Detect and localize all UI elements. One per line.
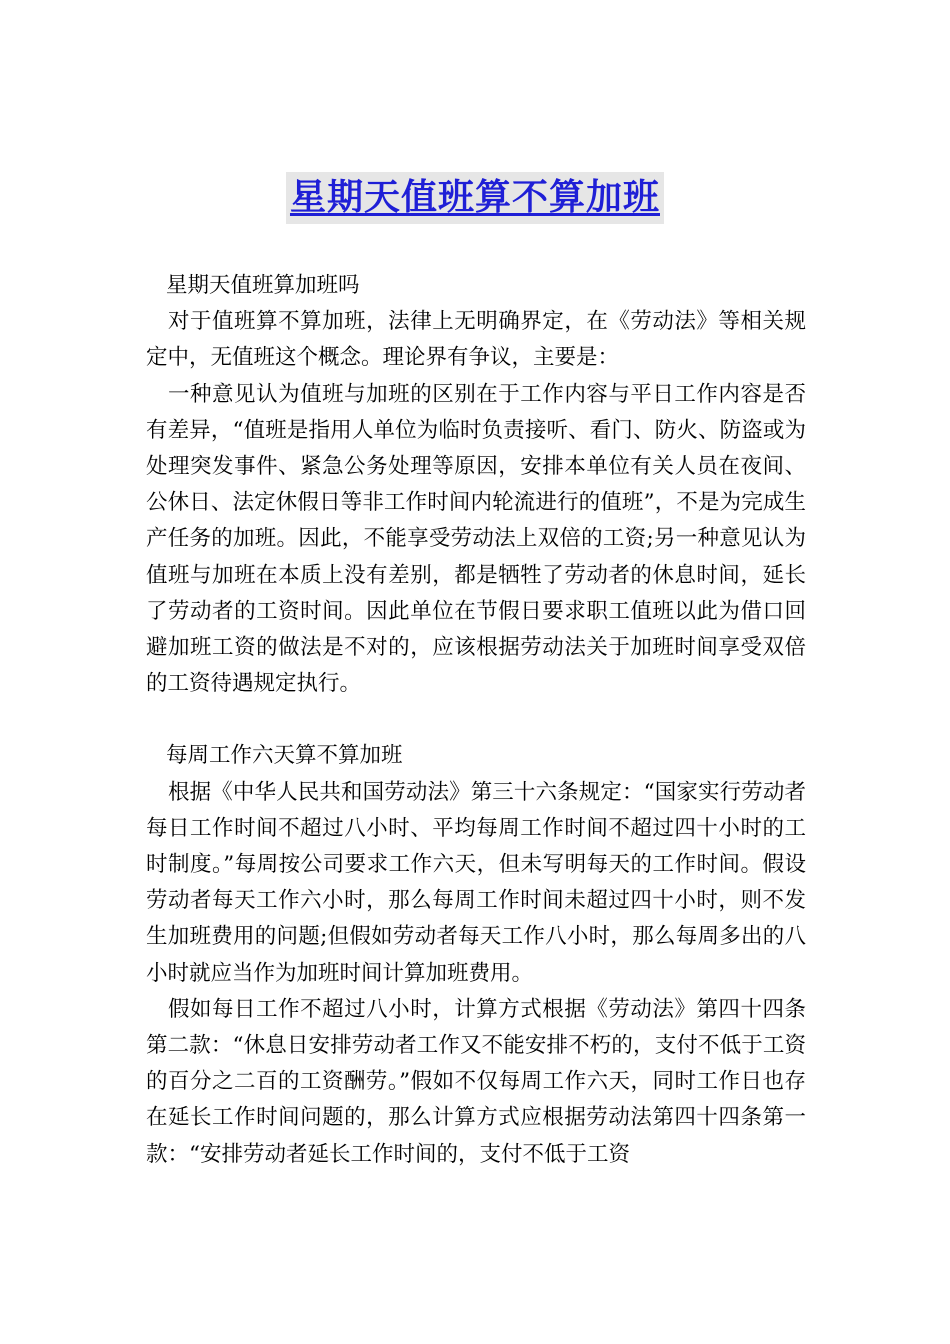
- document-body: [146, 268, 806, 1173]
- section-spacer: [146, 702, 806, 738]
- document-title[interactable]: 星期天值班算不算加班: [286, 172, 664, 224]
- paragraph: 根据《中华人民共和国劳动法》第三十六条规定：“国家实行劳动者每日工作时间不超过八小时、平均每周工作时间不超过四十小时的工时制度。”每周按公司要求工作六天，但未写明每天的工作时间。假设劳动者每天工作六小时，那么每周工作时间未超过四十小时，则不发生加班费用的问题;但假如劳动者每天工作八小时，那么每周多出的八小时就应当作为加班时间计算加班费用。: [146, 779, 806, 986]
- paragraph: 一种意见认为值班与加班的区别在于工作内容与平日工作内容是否有差异，“值班是指用人单位为临时负责接听、看门、防火、防盗或为处理突发事件、紧急公务处理等原因，安排本单位有关人员在夜间、公休日、法定休假日等非工作时间内轮流进行的值班”，不是为完成生产任务的加班。因此，不能享受劳动法上双倍的工资;另一种意见认为值班与加班在本质上没有差别，都是牺牲了劳动者的休息时间，延长了劳动者的工资时间。因此单位在节假日要求职工值班以此为借口回避加班工资的做法是不对的，应该根据劳动法关于加班时间享受双倍的工资待遇规定执行。: [146, 381, 806, 697]
- section-heading: 星期天值班算加班吗: [166, 273, 360, 298]
- paragraph: 假如每日工作不超过八小时，计算方式根据《劳动法》第四十四条第二款：“休息日安排劳动者工作又不能安排不朽的，支付不低于工资的百分之二百的工资酬劳。”假如不仅每周工作六天，同时工作日也存在延长工作时间问题的，那么计算方式应根据劳动法第四十四条第一款：“安排劳动者延长工作时间的，支付不低于工资: [146, 996, 806, 1167]
- paragraph: 对于值班算不算加班，法律上无明确界定，在《劳动法》等相关规定中，无值班这个概念。理论界有争议，主要是：: [146, 309, 806, 371]
- title-container: [0, 172, 950, 224]
- section-heading: 每周工作六天算不算加班: [166, 743, 403, 769]
